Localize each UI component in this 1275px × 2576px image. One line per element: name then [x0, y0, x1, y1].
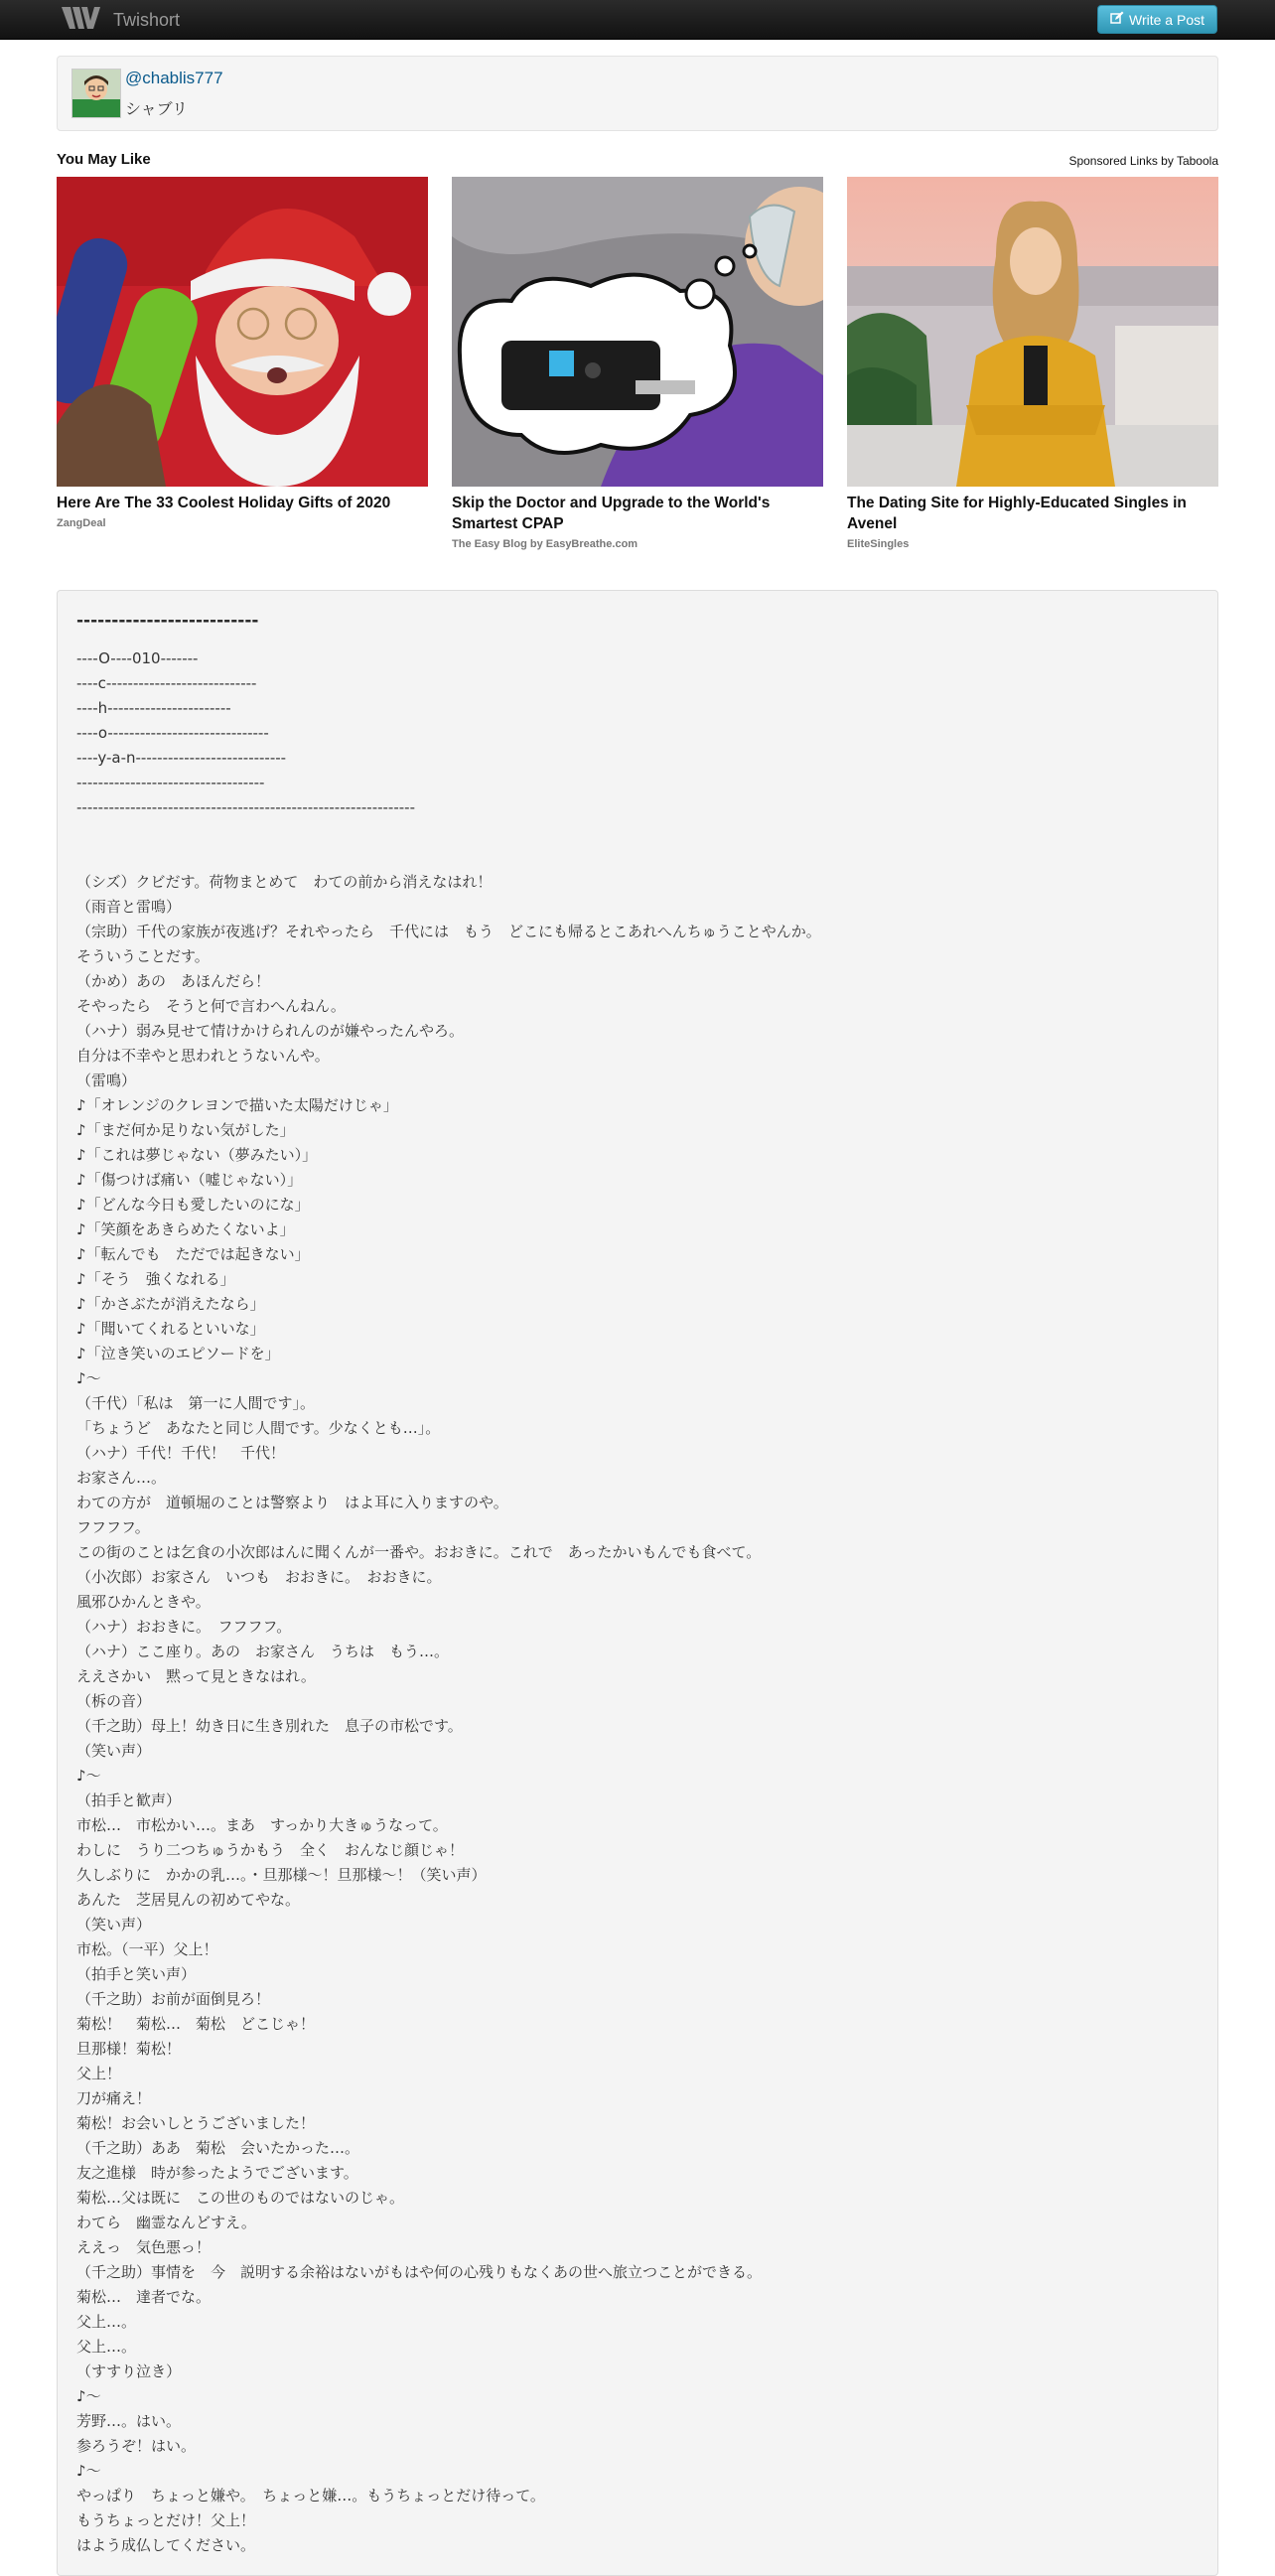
post-line: 自分は不幸やと思われとうないんや。 — [76, 1047, 330, 1065]
post-line: （拍手と笑い声） — [76, 1965, 197, 1983]
post-line: わてら 幽霊なんどすえ。 — [76, 2214, 256, 2231]
avatar[interactable] — [71, 69, 121, 118]
post-line: 友之進様 時が参ったようでございます。 — [76, 2164, 358, 2182]
post-line: 菊松… 達者でな。 — [76, 2288, 212, 2306]
sponsored-card[interactable] — [57, 177, 428, 529]
edit-icon — [1110, 11, 1129, 28]
post-line: （ハナ）おおきに。 フフフフ。 — [76, 1618, 292, 1636]
post-line: （千代）「私は 第一に人間です」。 — [76, 1394, 316, 1412]
post-line: （笑い声） — [76, 1916, 152, 1933]
post-line: （ハナ）弱み見せて情けかけられんのが嫌やったんやろ。 — [76, 1022, 465, 1040]
post-line: 参ろうぞ！はい。 — [76, 2437, 197, 2455]
post-line: （宗助）千代の家族が夜逃げ？それやったら 千代には もう どこにも帰るとこあれへんちゅうことやんか。 — [76, 923, 821, 940]
post-line: 菊松！ 菊松… 菊松 どこじゃ！ — [76, 2015, 316, 2033]
post-line: そやったら そうと何で言わへんねん。 — [76, 997, 346, 1015]
author-card — [57, 56, 1218, 131]
post-line: わての方が 道頓堀のことは警察より はよ耳に入りますのや。 — [76, 1494, 508, 1511]
sponsored-card-source: EliteSingles — [847, 538, 910, 550]
post-line: ♪～ — [76, 1369, 101, 1387]
post-line: 父上…。 — [76, 2313, 137, 2331]
post-line: お家さん…。 — [76, 1469, 167, 1487]
post-line: ♪「聞いてくれるといいな」 — [76, 1320, 265, 1338]
post-line: （拍手と歓声） — [76, 1791, 182, 1809]
post-line: --------------------------------------------------------------- — [76, 798, 415, 816]
post-line: ♪～ — [76, 2387, 101, 2405]
post-line: ♪「まだ何か足りない気がした」 — [76, 1121, 295, 1139]
post-line: 久しぶりに かかの乳…。・旦那様～！旦那様～！（笑い声） — [76, 1866, 487, 1884]
post-line: 「ちょうど あなたと同じ人間です。少なくとも…」。 — [76, 1419, 441, 1437]
post-line: （雨音と雷鳴） — [76, 898, 182, 916]
write-post-button[interactable] — [1097, 5, 1217, 34]
post-line: ♪「オレンジのクレヨンで描いた太陽だけじゃ」 — [76, 1096, 398, 1114]
post-line: 菊松…父は既に この世のものではないのじゃ。 — [76, 2189, 405, 2207]
post-line: （千之助）ああ 菊松 会いたかった…。 — [76, 2139, 360, 2157]
post-line: はよう成仏してください。 — [76, 2536, 256, 2554]
post-line: （雷鳴） — [76, 1072, 137, 1089]
author-display-name: シャブリ — [125, 99, 189, 118]
post-line: （ハナ）千代！千代！ 千代！ — [76, 1444, 286, 1462]
sponsored-card[interactable] — [452, 177, 823, 550]
post-line: 芳野…。はい。 — [76, 2412, 182, 2430]
post-line: （柝の音） — [76, 1692, 152, 1710]
sponsored-card-title[interactable]: Skip the Doctor and Upgrade to the World's Smartest CPAP — [452, 495, 771, 532]
post-line: 市松… 市松かい…。まあ すっかり大きゅうなって。 — [76, 1816, 448, 1834]
post-line: 風邪ひかんときや。 — [76, 1593, 211, 1611]
post-line: ♪～ — [76, 1767, 101, 1785]
sponsored-links-label[interactable]: Sponsored Links by Taboola — [1068, 154, 1218, 168]
post-line: 父上…。 — [76, 2338, 137, 2356]
sponsored-card-source: The Easy Blog by EasyBreathe.com — [452, 538, 638, 550]
post-line: フフフフ。 — [76, 1518, 150, 1536]
post-line: （千之助）お前が面倒見ろ！ — [76, 1990, 271, 2008]
sponsored-card-title[interactable]: The Dating Site for Highly-Educated Singles in Avenel — [847, 495, 1187, 532]
post-line: ♪～ — [76, 2462, 101, 2480]
top-navbar — [0, 0, 1275, 40]
post-line: ♪「そう 強くなれる」 — [76, 1270, 235, 1288]
post-line: （かめ）あの あほんだら！ — [76, 972, 271, 990]
post-line: ♪「泣き笑いのエピソードを」 — [76, 1345, 280, 1362]
post-line: （すすり泣き） — [76, 2362, 182, 2380]
post-text — [76, 646, 821, 2558]
post-line: 父上！ — [76, 2065, 122, 2082]
post-line: もうちょっとだけ！父上！ — [76, 2511, 256, 2529]
post-line: ----y-a-n---------------------------- — [76, 749, 287, 767]
post-line: ----------------------------------- — [76, 774, 265, 791]
post-line: わしに うり二つちゅうかもう 全く おんなじ顔じゃ！ — [76, 1841, 465, 1859]
post-line: （ハナ）ここ座り。あの お家さん うちは もう…。 — [76, 1643, 450, 1660]
author-handle-link[interactable]: @chablis777 — [125, 69, 223, 87]
twishort-logo-icon — [60, 4, 103, 36]
post-line: ♪「かさぶたが消えたなら」 — [76, 1295, 265, 1313]
sponsored-image-cpap[interactable] — [452, 177, 823, 487]
post-line: ----h----------------------- — [76, 699, 231, 717]
sponsored-image-holiday-gifts[interactable] — [57, 177, 428, 487]
post-line: ----o------------------------------ — [76, 724, 269, 742]
post-heading: -------------------------- — [76, 611, 259, 631]
brand-name: Twishort — [113, 9, 181, 30]
post-line: （千之助）事情を 今 説明する余裕はないがもはや何の心残りもなくあの世へ旅立つことができる。 — [76, 2263, 763, 2281]
sponsored-image-dating[interactable] — [847, 177, 1218, 487]
post-line: この街のことは乞食の小次郎はんに聞くんが一番や。おおきに。これで あったかいもんでも食べて。 — [76, 1543, 762, 1561]
post-line: ♪「転んでも ただでは起きない」 — [76, 1245, 310, 1263]
post-body — [57, 590, 1218, 2576]
post-line: ♪「傷つけば痛い（嘘じゃない）」 — [76, 1171, 303, 1189]
post-line: （千之助）母上！幼き日に生き別れた 息子の市松です。 — [76, 1717, 463, 1735]
post-line: （笑い声） — [76, 1742, 152, 1760]
post-line: そういうことだす。 — [76, 947, 210, 965]
post-line — [76, 820, 821, 845]
post-line: 市松。（一平）父上！ — [76, 1940, 218, 1958]
sponsored-card[interactable] — [847, 177, 1218, 550]
write-post-label: Write a Post — [1129, 11, 1204, 28]
post-line: （小次郎）お家さん いつも おおきに。 おおきに。 — [76, 1568, 442, 1586]
post-line: 刀が痛え！ — [76, 2089, 152, 2107]
post-line: ええさかい 黙って見ときなはれ。 — [76, 1667, 316, 1685]
post-line: 旦那様！菊松！ — [76, 2040, 182, 2058]
sponsored-card-source: ZangDeal — [57, 517, 106, 529]
post-line: ♪「どんな今日も愛したいのにな」 — [76, 1196, 310, 1214]
brand-link[interactable] — [60, 6, 180, 34]
post-line: 菊松！お会いしとうございました！ — [76, 2114, 316, 2132]
post-line: ----c---------------------------- — [76, 674, 257, 692]
post-line: ♪「これは夢じゃない（夢みたい）」 — [76, 1146, 318, 1164]
post-line: （シズ）クビだす。荷物まとめて わての前から消えなはれ！ — [76, 873, 493, 891]
post-line: ----O----010------- — [76, 649, 199, 667]
sponsored-card-title[interactable]: Here Are The 33 Coolest Holiday Gifts of 2020 — [57, 495, 391, 511]
post-line — [76, 845, 821, 870]
post-line: ♪「笑顔をあきらめたくないよ」 — [76, 1220, 295, 1238]
post-line: あんた 芝居見んの初めてやな。 — [76, 1891, 301, 1909]
post-line: やっぱり ちょっと嫌や。 ちょっと嫌…。もうちょっとだけ待って。 — [76, 2487, 545, 2504]
you-may-like-heading: You May Like — [57, 151, 151, 168]
post-line: ええっ 気色悪っ！ — [76, 2238, 212, 2256]
